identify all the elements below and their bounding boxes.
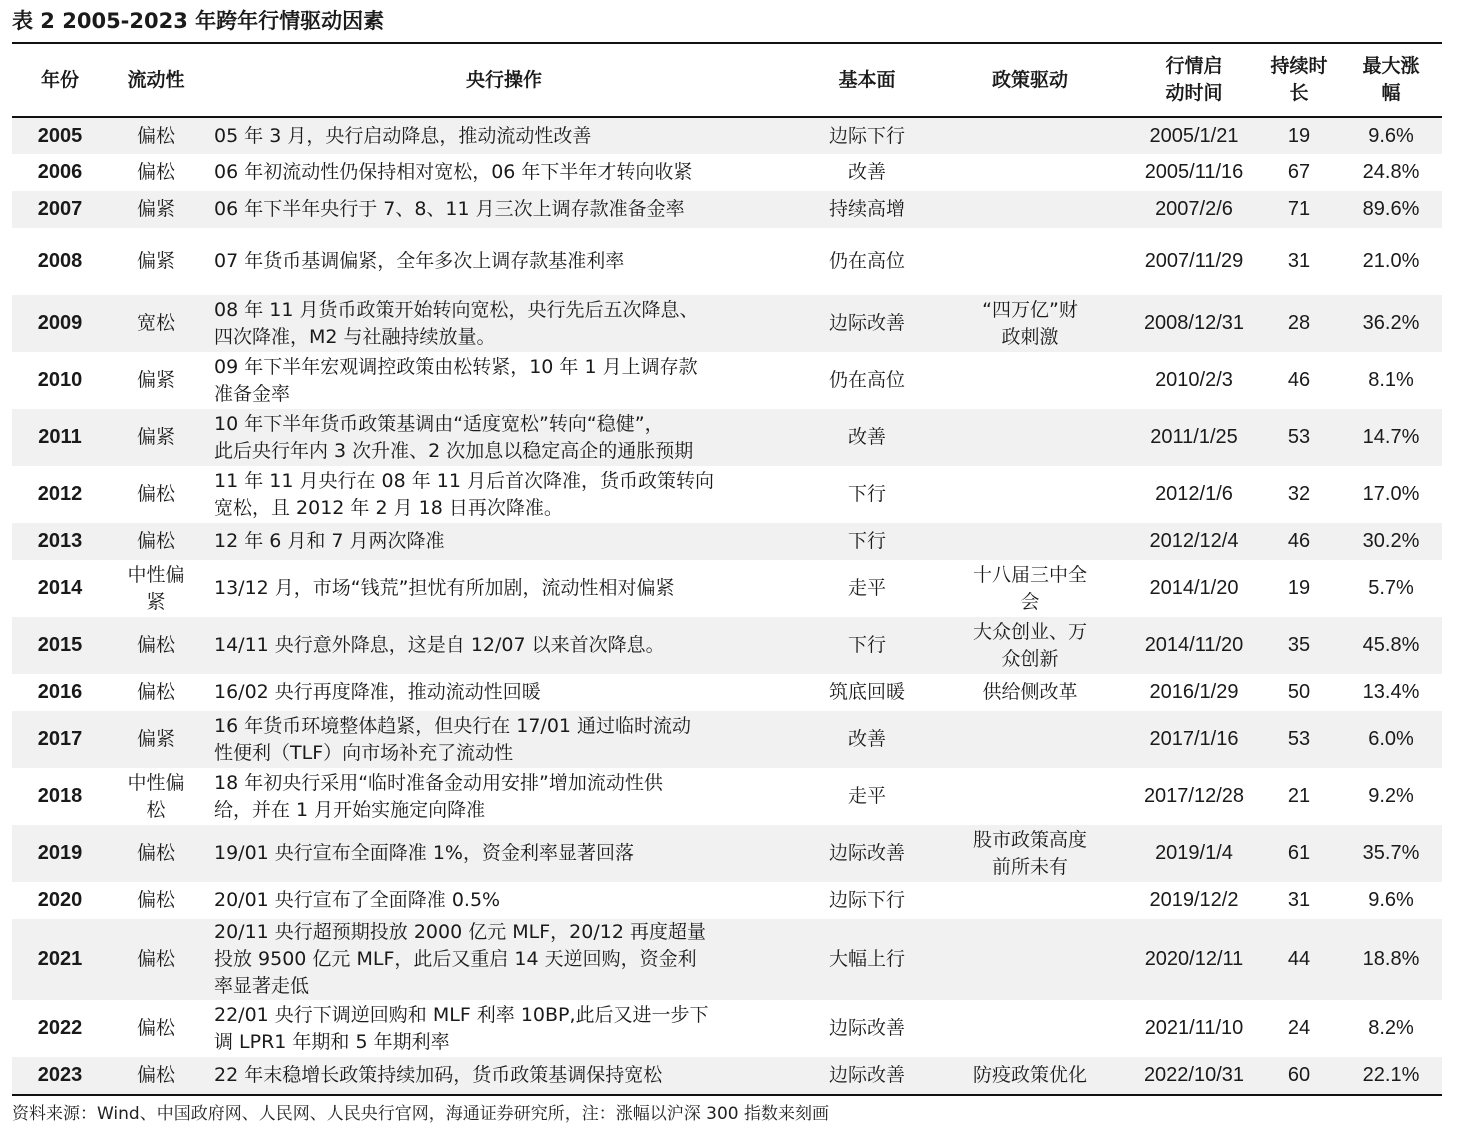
cell-operation: 16 年货币环境整体趋紧，但央行在 17/01 通过临时流动 性便利（TLF）向市场补充了流动性	[204, 711, 804, 768]
cell-liquidity: 偏松	[136, 483, 175, 505]
table-row	[12, 768, 1442, 825]
cell-start: 2010/2/3	[1155, 369, 1233, 391]
cell-policy: “四万亿”财 政刺激	[930, 295, 1130, 352]
cell-operation: 20/01 央行宣布了全面降准 0.5%	[214, 889, 501, 911]
cell-fundamentals: 改善	[804, 409, 930, 466]
cell-duration: 44	[1258, 919, 1340, 1000]
cell-year: 2016	[37, 681, 83, 703]
source-note: 资料来源：Wind、中国政府网、人民网、人民央行官网，海通证券研究所，注：涨幅以沪深 300 指数来刻画	[12, 1104, 829, 1124]
table-row	[12, 617, 1442, 674]
cell-max-gain: 17.0%	[1362, 483, 1420, 505]
cell-start: 2019/1/4	[1130, 825, 1258, 882]
cell-duration: 53	[1258, 711, 1340, 768]
cell-liquidity: 偏松	[108, 523, 204, 560]
cell-policy	[930, 919, 1130, 1000]
table-row	[12, 523, 1442, 560]
cell-start: 2017/1/16	[1130, 711, 1258, 768]
cell-max-gain: 14.7%	[1340, 409, 1442, 466]
cell-duration: 19	[1258, 117, 1340, 154]
cell-max-gain: 30.2%	[1340, 523, 1442, 560]
cell-liquidity: 偏紧	[136, 369, 175, 391]
cell-operation: 09 年下半年宏观调控政策由松转紧，10 年 1 月上调存款 准备金率	[214, 355, 698, 405]
cell-policy: 十八届三中全 会	[972, 563, 1087, 613]
header-liquidity: 流动性	[108, 44, 204, 117]
cell-liquidity: 偏松	[136, 681, 175, 703]
cell-policy	[930, 466, 1130, 523]
cell-max-gain: 18.8%	[1340, 919, 1442, 1000]
cell-year: 2007	[12, 191, 108, 228]
cell-max-gain: 8.1%	[1368, 369, 1414, 391]
cell-year: 2008	[37, 250, 83, 272]
cell-operation: 19/01 央行宣布全面降准 1%，资金利率显著回落	[204, 825, 804, 882]
cell-liquidity: 偏紧	[108, 711, 204, 768]
cell-liquidity: 宽松	[108, 295, 204, 352]
cell-fundamentals: 下行	[804, 617, 930, 674]
cell-fundamentals: 改善	[847, 161, 886, 183]
cell-max-gain: 45.8%	[1340, 617, 1442, 674]
cell-fundamentals: 边际改善	[804, 825, 930, 882]
cell-liquidity: 偏松	[136, 1017, 175, 1039]
cell-policy	[930, 523, 1130, 560]
cell-start: 2007/2/6	[1130, 191, 1258, 228]
cell-start: 2014/1/20	[1149, 577, 1239, 599]
table-caption: 表 2 2005-2023 年跨年行情驱动因素	[12, 9, 385, 33]
table-row	[12, 919, 1442, 1000]
cell-liquidity: 偏紧	[136, 250, 175, 272]
cell-year: 2012	[37, 483, 83, 505]
cell-start: 2011/1/25	[1130, 409, 1258, 466]
cell-year: 2011	[12, 409, 108, 466]
cell-operation: 14/11 央行意外降息，这是自 12/07 以来首次降息。	[204, 617, 804, 674]
header-year: 年份	[12, 44, 108, 117]
cell-operation: 07 年货币基调偏紧，全年多次上调存款基准利率	[214, 250, 625, 272]
cell-max-gain: 89.6%	[1340, 191, 1442, 228]
cell-year: 2006	[37, 161, 83, 183]
cell-operation: 13/12 月，市场“钱荒”担忧有所加剧，流动性相对偏紧	[214, 577, 675, 599]
cell-duration: 46	[1287, 369, 1311, 391]
cell-duration: 46	[1258, 523, 1340, 560]
cell-year: 2005	[12, 117, 108, 154]
cell-fundamentals: 边际下行	[804, 117, 930, 154]
cell-start: 2005/1/21	[1130, 117, 1258, 154]
cell-policy	[930, 228, 1130, 295]
cell-policy	[930, 882, 1130, 919]
cell-liquidity: 偏紧	[108, 409, 204, 466]
table-row	[12, 191, 1442, 228]
cell-duration: 32	[1287, 483, 1311, 505]
cell-policy: 股市政策高度 前所未有	[930, 825, 1130, 882]
cell-max-gain: 22.1%	[1340, 1057, 1442, 1094]
cell-fundamentals: 边际下行	[828, 889, 905, 911]
cell-policy	[930, 409, 1130, 466]
cell-start: 2022/10/31	[1130, 1057, 1258, 1094]
table-row	[12, 409, 1442, 466]
cell-fundamentals: 持续高增	[804, 191, 930, 228]
cell-liquidity: 偏松	[136, 889, 175, 911]
cell-fundamentals: 仍在高位	[828, 250, 905, 272]
table-container	[12, 42, 1442, 1096]
cell-start: 2008/12/31	[1130, 295, 1258, 352]
table-header-row	[12, 44, 1442, 117]
table-row	[12, 674, 1442, 711]
table-row	[12, 1000, 1442, 1057]
cell-fundamentals: 边际改善	[804, 1057, 930, 1094]
cell-duration: 60	[1258, 1057, 1340, 1094]
cell-policy	[930, 117, 1130, 154]
cell-year: 2022	[37, 1017, 83, 1039]
cell-year: 2023	[12, 1057, 108, 1094]
table-body	[12, 117, 1442, 1094]
cell-operation: 06 年初流动性仍保持相对宽松，06 年下半年才转向收紧	[214, 161, 693, 183]
cell-max-gain: 9.6%	[1340, 117, 1442, 154]
cell-liquidity: 中性偏 紧	[127, 563, 185, 613]
cell-policy	[930, 1000, 1130, 1057]
cell-duration: 21	[1287, 785, 1311, 807]
cell-duration: 19	[1287, 577, 1311, 599]
table-row	[12, 466, 1442, 523]
cell-operation: 16/02 央行再度降准，推动流动性回暖	[214, 681, 541, 703]
table-row	[12, 117, 1442, 154]
cell-start: 2014/11/20	[1130, 617, 1258, 674]
cell-year: 2021	[12, 919, 108, 1000]
cell-duration: 31	[1287, 889, 1311, 911]
cell-start: 2017/12/28	[1143, 785, 1245, 807]
cell-liquidity: 偏紧	[108, 191, 204, 228]
cell-start: 2016/1/29	[1149, 681, 1239, 703]
cell-liquidity: 偏松	[108, 919, 204, 1000]
cell-liquidity: 偏松	[108, 825, 204, 882]
cell-year: 2017	[12, 711, 108, 768]
cell-start: 2005/11/16	[1144, 161, 1244, 183]
cell-operation: 18 年初央行采用“临时准备金动用安排”增加流动性供 给，并在 1 月开始实施定向降准	[214, 771, 663, 821]
cell-start: 2021/11/10	[1144, 1017, 1244, 1039]
cell-fundamentals: 下行	[847, 483, 886, 505]
cell-policy	[930, 352, 1130, 409]
cell-duration: 71	[1258, 191, 1340, 228]
cell-liquidity: 偏松	[108, 1057, 204, 1094]
cell-max-gain: 36.2%	[1340, 295, 1442, 352]
cell-operation: 10 年下半年货币政策基调由“适度宽松”转向“稳健”， 此后央行年内 3 次升准、2 次加息以稳定高企的通胀预期	[204, 409, 804, 466]
cell-fundamentals: 大幅上行	[804, 919, 930, 1000]
cell-fundamentals: 改善	[804, 711, 930, 768]
cell-operation: 20/11 央行超预期投放 2000 亿元 MLF，20/12 再度超量 投放 9500 亿元 MLF，此后又重启 14 天逆回购，资金利 率显著走低	[204, 919, 804, 1000]
cell-policy	[930, 768, 1130, 825]
header-fundamentals: 基本面	[804, 44, 930, 117]
header-max-gain: 最大涨 幅	[1340, 44, 1442, 117]
table-row	[12, 711, 1442, 768]
cell-max-gain: 13.4%	[1362, 681, 1420, 703]
cell-max-gain: 6.0%	[1340, 711, 1442, 768]
cell-duration: 24	[1287, 1017, 1311, 1039]
drivers-table	[12, 44, 1442, 1094]
cell-liquidity: 偏松	[136, 161, 175, 183]
cell-duration: 35	[1258, 617, 1340, 674]
cell-max-gain: 21.0%	[1362, 250, 1420, 272]
cell-start: 2012/1/6	[1155, 483, 1233, 505]
cell-fundamentals: 走平	[847, 577, 886, 599]
cell-max-gain: 8.2%	[1368, 1017, 1414, 1039]
cell-fundamentals: 下行	[804, 523, 930, 560]
cell-policy	[930, 711, 1130, 768]
header-policy: 政策驱动	[930, 44, 1130, 117]
cell-fundamentals: 走平	[847, 785, 886, 807]
header-operation: 央行操作	[204, 44, 804, 117]
cell-duration: 61	[1258, 825, 1340, 882]
table-row	[12, 1057, 1442, 1094]
cell-duration: 53	[1258, 409, 1340, 466]
cell-duration: 50	[1287, 681, 1311, 703]
cell-operation: 22/01 央行下调逆回购和 MLF 利率 10BP,此后又进一步下 调 LPR1 年期和 5 年期利率	[214, 1003, 709, 1053]
cell-operation: 22 年末稳增长政策持续加码，货币政策基调保持宽松	[204, 1057, 804, 1094]
cell-liquidity: 偏松	[108, 617, 204, 674]
cell-policy	[930, 191, 1130, 228]
cell-duration: 28	[1258, 295, 1340, 352]
cell-duration: 67	[1287, 161, 1311, 183]
cell-policy: 大众创业、万 众创新	[930, 617, 1130, 674]
table-row	[12, 295, 1442, 352]
cell-year: 2014	[37, 577, 83, 599]
cell-year: 2009	[12, 295, 108, 352]
cell-fundamentals: 边际改善	[828, 1017, 905, 1039]
cell-liquidity: 偏松	[108, 117, 204, 154]
cell-start: 2007/11/29	[1144, 250, 1244, 272]
cell-operation: 05 年 3 月，央行启动降息，推动流动性改善	[204, 117, 804, 154]
cell-start: 2019/12/2	[1149, 889, 1239, 911]
cell-start: 2012/12/4	[1130, 523, 1258, 560]
cell-policy: 供给侧改革	[982, 681, 1078, 703]
cell-year: 2020	[37, 889, 83, 911]
cell-max-gain: 24.8%	[1362, 161, 1420, 183]
cell-fundamentals: 仍在高位	[828, 369, 905, 391]
header-duration: 持续时 长	[1258, 44, 1340, 117]
cell-fundamentals: 边际改善	[804, 295, 930, 352]
cell-year: 2018	[37, 785, 83, 807]
cell-max-gain: 9.6%	[1368, 889, 1414, 911]
cell-year: 2019	[12, 825, 108, 882]
cell-fundamentals: 筑底回暖	[828, 681, 905, 703]
cell-year: 2015	[12, 617, 108, 674]
cell-liquidity: 中性偏 松	[127, 771, 185, 821]
header-start: 行情启 动时间	[1130, 44, 1258, 117]
cell-policy: 防疫政策优化	[930, 1057, 1130, 1094]
table-row	[12, 560, 1442, 617]
cell-max-gain: 5.7%	[1368, 577, 1414, 599]
cell-year: 2010	[37, 369, 83, 391]
cell-operation: 06 年下半年央行于 7、8、11 月三次上调存款准备金率	[204, 191, 804, 228]
cell-operation: 11 年 11 月央行在 08 年 11 月后首次降准，货币政策转向 宽松，且 2012 年 2 月 18 日再次降准。	[214, 469, 714, 519]
cell-operation: 12 年 6 月和 7 月两次降准	[204, 523, 804, 560]
cell-year: 2013	[12, 523, 108, 560]
cell-max-gain: 35.7%	[1340, 825, 1442, 882]
cell-start: 2020/12/11	[1130, 919, 1258, 1000]
cell-policy	[930, 154, 1130, 191]
table-row	[12, 352, 1442, 409]
table-row	[12, 825, 1442, 882]
cell-operation: 08 年 11 月货币政策开始转向宽松，央行先后五次降息、 四次降准，M2 与社融持续放量。	[204, 295, 804, 352]
table-row	[12, 154, 1442, 191]
table-row	[12, 228, 1442, 295]
cell-duration: 31	[1287, 250, 1311, 272]
table-row	[12, 882, 1442, 919]
cell-max-gain: 9.2%	[1368, 785, 1414, 807]
